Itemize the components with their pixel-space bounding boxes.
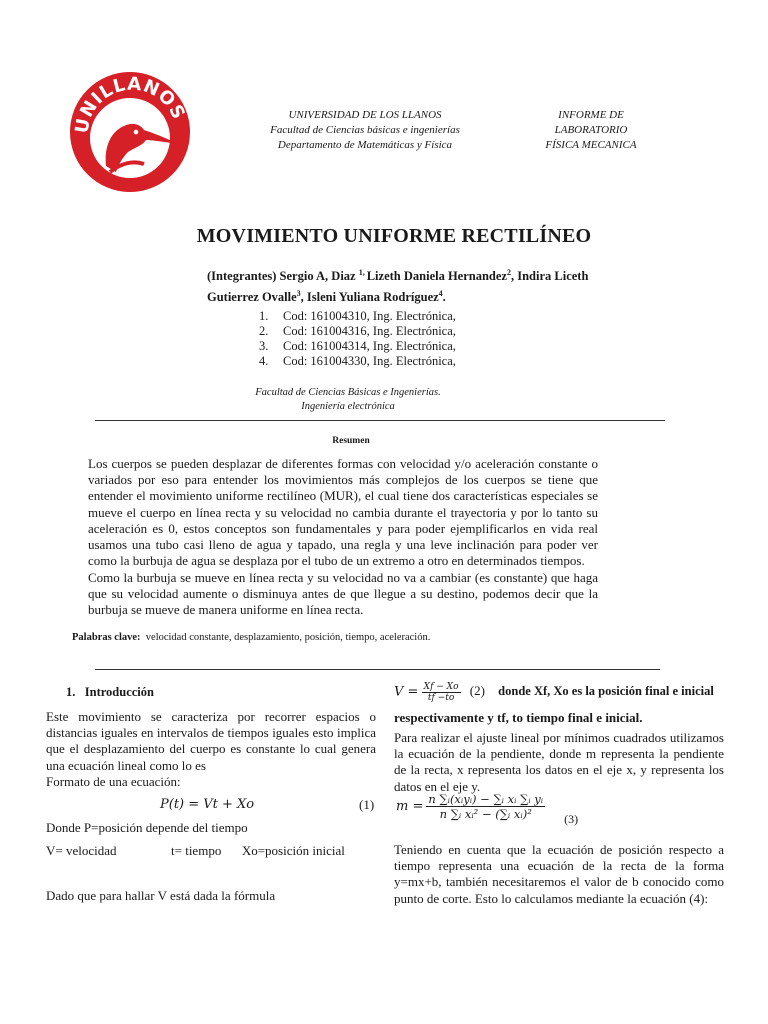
- variables-line: [46, 843, 386, 859]
- equation-3-numerator: n ∑ᵢ(xᵢyᵢ) − ∑ᵢ xᵢ ∑ᵢ yᵢ: [428, 792, 544, 806]
- format-line: Formato de una ecuación:: [46, 774, 181, 789]
- logo-text: UNILLANOS: [71, 73, 190, 135]
- section-title: Introducción: [84, 685, 154, 699]
- university-logo: [66, 68, 194, 196]
- affiliation-line-1: Facultad de Ciencias Básicas e Ingenierías.: [255, 387, 441, 398]
- keywords-line: [72, 632, 632, 643]
- equation-1: P(t) = Vt + Xo: [160, 797, 255, 812]
- equation-2-text-a: donde Xf, Xo es la posición final e inicial: [498, 684, 714, 699]
- student-codes-list: [259, 309, 519, 369]
- where-line: Donde P=posición depende del tiempo: [46, 820, 248, 835]
- header-report-block: [520, 108, 662, 153]
- author-line-1a: (Integrantes) Sergio A, Diaz: [207, 269, 359, 284]
- faculty-name: Facultad de Ciencias básicas e ingenierías: [270, 124, 460, 136]
- author-line-1c: , Indira Liceth: [510, 269, 589, 284]
- university-name: UNIVERSIDAD DE LOS LLANOS: [288, 109, 442, 121]
- list-item: [259, 354, 519, 369]
- equation-2-numerator: Xf − Xo: [423, 682, 459, 692]
- author-line-1b: Lizeth Daniela Hernandez: [366, 269, 507, 284]
- author-line-2a: Gutierrez Ovalle: [207, 290, 297, 305]
- equation-3-number: (3): [564, 812, 579, 827]
- section-heading-introduccion: [66, 685, 154, 700]
- keywords-label: Palabras clave:: [72, 632, 141, 643]
- equation-2-lhs: V =: [394, 684, 419, 700]
- equation-2-fraction: [422, 682, 461, 703]
- affiliation-line-2: Ingeniería electrónica: [301, 401, 395, 412]
- report-line-1: INFORME DE: [558, 109, 624, 121]
- list-number: 1.: [259, 309, 269, 323]
- equation-2-text-b: [394, 710, 734, 726]
- list-text: Cod: 161004330, Ing. Electrónica,: [283, 354, 456, 368]
- report-line-2: LABORATORIO: [554, 124, 628, 136]
- equation-2-text-b-bold: respectivamente y tf, to tiempo final e inicial.: [394, 710, 643, 725]
- intro-paragraph: Este movimiento se caracteriza por recorrer espacios o distancias iguales en intervalos de tiempos iguales esto implica que el desplazamiento del cuerpo es constante lo cual genera una ecuación lineal como lo es: [46, 709, 376, 773]
- var-posicion-inicial: Xo=posición inicial: [241, 843, 345, 858]
- equation-3-denominator: n ∑ᵢ xᵢ² − (∑ᵢ xᵢ)²: [439, 807, 532, 821]
- author-sup-4: 4: [438, 289, 443, 299]
- divider-bottom: [95, 669, 660, 670]
- paper-title: MOVIMIENTO UNIFORME RECTILÍNEO: [196, 225, 592, 247]
- author-line-2c: .: [442, 290, 446, 305]
- author-line-2b: , Isleni Yuliana Rodríguez: [300, 290, 439, 305]
- var-velocidad: V= velocidad: [46, 843, 117, 858]
- equation-2-number: (2): [469, 683, 485, 699]
- var-tiempo: t= tiempo: [171, 843, 222, 858]
- list-number: 3.: [259, 339, 269, 353]
- author-sup-1: 1,: [358, 268, 367, 277]
- equation-3-lhs: m =: [396, 799, 424, 814]
- section-number: 1.: [66, 685, 76, 699]
- author-sup-2: 2: [506, 268, 511, 277]
- equation-3-fraction: [426, 792, 545, 821]
- list-number: 4.: [259, 354, 269, 368]
- unillanos-logo-icon: [66, 68, 194, 196]
- affiliation-block: [220, 386, 476, 414]
- authors-block: [207, 264, 607, 306]
- least-squares-paragraph: Para realizar el ajuste lineal por mínimos cuadrados utilizamos la ecuación de la pendiente, donde m representa la pendiente de la recta, x representa los datos en el eje x, y representa los datos en el eje y.: [394, 730, 724, 794]
- resumen-paragraph-1: Los cuerpos se pueden desplazar de diferentes formas con velocidad y/o aceleración constante o variados por eso para entender los movimientos más complejos de los cuerpos se tiene que entender el movimiento uniforme rectilíneo (MUR), el cual tiene dos características especiales se mueve el cuerpo en línea recta y su velocidad no cambia durante el trayectoria y por lo tanto su aceleración es 0, estos conceptos son fundamentales y para poder ejemplificarlos en vida real usamos una tubo casi lleno de agua y tapado, una regla y una leve inclinación para poder ver como la burbuja de agua se desplaza por el tubo de un extremo a otro en determinados tiempos.: [88, 456, 598, 569]
- list-number: 2.: [259, 324, 269, 338]
- author-sup-3: 3: [296, 289, 301, 299]
- list-item: [259, 339, 519, 354]
- divider-top: [95, 420, 665, 421]
- resumen-paragraph-2: Como la burbuja se mueve en línea recta y su velocidad no va a cambiar (es constante) que haga que su velocidad aumente o disminuya antes de que llegue a su destino, podemos decir que la burbuja se mueve de manera uniforme en línea recta.: [88, 570, 598, 618]
- report-line-3: FÍSICA MECANICA: [545, 139, 637, 151]
- equation-3-row: [396, 792, 726, 827]
- equation-2-row: [394, 682, 724, 703]
- list-text: Cod: 161004310, Ing. Electrónica,: [283, 309, 456, 323]
- header-university-block: [240, 108, 490, 153]
- list-item: [259, 324, 519, 339]
- formula-intro-line: Dado que para hallar V está dada la fórmula: [46, 888, 276, 903]
- department-name: Departamento de Matemáticas y Física: [277, 139, 453, 151]
- resumen-heading: Resumen: [332, 436, 370, 446]
- list-text: Cod: 161004316, Ing. Electrónica,: [283, 324, 456, 338]
- keywords-text: velocidad constante, desplazamiento, posición, tiempo, aceleración.: [145, 632, 431, 643]
- equation-1-number: (1): [359, 797, 375, 812]
- list-item: [259, 309, 519, 324]
- equation-2-denominator: tf −to: [427, 693, 455, 703]
- intercept-paragraph: Teniendo en cuenta que la ecuación de posición respecto a tiempo representa una ecuación de la recta de la forma y=mx+b, también necesitaremos el valor de b conocido como punto de corte. Esto lo calculamos mediante la ecuación (4):: [394, 842, 724, 906]
- list-text: Cod: 161004314, Ing. Electrónica,: [283, 339, 456, 353]
